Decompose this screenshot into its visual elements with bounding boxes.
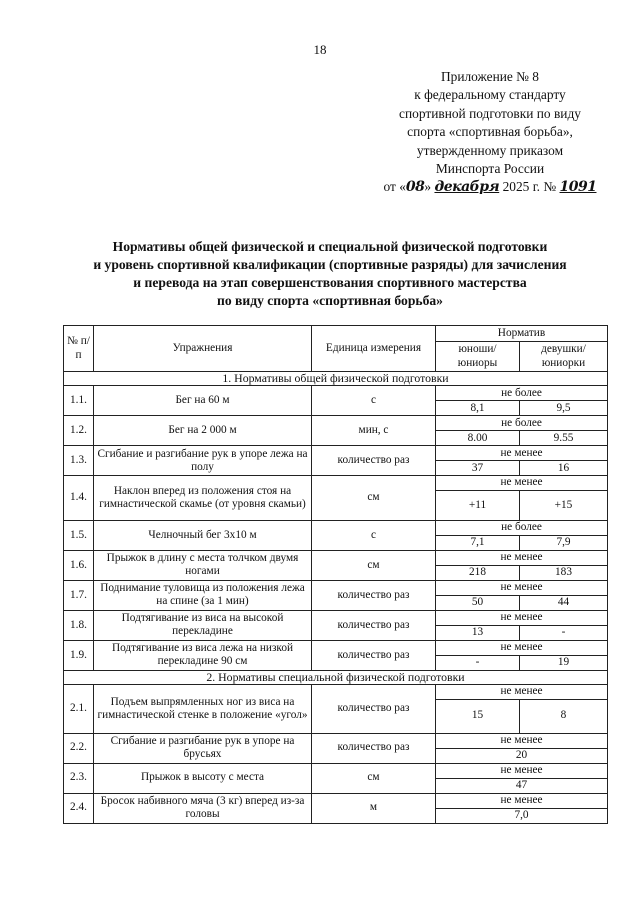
appendix-line: спорта «спортивная борьба»,: [407, 124, 573, 140]
table-row: [64, 416, 608, 431]
table-row: [64, 640, 608, 655]
table-row: [64, 733, 608, 748]
norm-value-boys: 50: [436, 595, 520, 610]
norm-value-girls: -: [520, 625, 608, 640]
norm-condition: не менее: [436, 733, 608, 748]
table-row: [64, 763, 608, 778]
table-body: [64, 372, 608, 824]
table-row: [64, 520, 608, 535]
norm-value-boys: -: [436, 655, 520, 670]
row-number: 1.9.: [64, 640, 94, 670]
exercise-name: Поднимание туловища из положения лежа на спине (за 1 мин): [94, 580, 312, 610]
exercise-name: Сгибание и разгибание рук в упоре на брусьях: [94, 733, 312, 763]
row-number: 1.2.: [64, 416, 94, 446]
row-number: 2.2.: [64, 733, 94, 763]
exercise-name: Подтягивание из виса на высокой перекладине: [94, 610, 312, 640]
norm-value-girls: 8: [520, 699, 608, 733]
title-line: Нормативы общей физической и специальной физической подготовки: [112, 239, 548, 254]
appendix-line: утвержденному приказом: [416, 142, 564, 158]
norms-table: [63, 325, 608, 824]
exercise-name: Бег на 2 000 м: [94, 416, 312, 446]
unit: количество раз: [312, 446, 436, 476]
norm-value-girls: 183: [520, 565, 608, 580]
title-line: и перевода на этап совершенствования спортивного мастерства: [133, 275, 527, 290]
unit: м: [312, 793, 436, 823]
header-unit: Единица измерения: [312, 326, 436, 372]
norm-condition: не менее: [436, 476, 608, 490]
table-row: [64, 550, 608, 565]
norm-value-girls: +15: [520, 490, 608, 520]
exercise-name: Подтягивание из виса лежа на низкой перекладине 90 см: [94, 640, 312, 670]
exercise-name: Бег на 60 м: [94, 386, 312, 416]
norm-condition: не более: [436, 520, 608, 535]
header-exercise: Упражнения: [94, 326, 312, 372]
date-day: 08: [405, 179, 425, 196]
norm-value-both: 47: [436, 778, 608, 793]
row-number: 1.4.: [64, 476, 94, 520]
norm-value-girls: 44: [520, 595, 608, 610]
norm-value-girls: 9.55: [520, 431, 608, 446]
norm-value-girls: 19: [520, 655, 608, 670]
section-title: 1. Нормативы общей физической подготовки: [64, 372, 608, 386]
appendix-line: спортивной подготовки по виду: [399, 105, 581, 121]
unit: количество раз: [312, 685, 436, 733]
norm-condition: не менее: [436, 763, 608, 778]
page-number: 18: [313, 42, 327, 57]
date-year: 2025 г. №: [502, 179, 557, 195]
appendix-block: [340, 68, 640, 197]
row-number: 1.3.: [64, 446, 94, 476]
unit: с: [312, 520, 436, 550]
norm-condition: не менее: [436, 580, 608, 595]
norm-value-boys: 7,1: [436, 535, 520, 550]
table-row: [64, 476, 608, 490]
unit: с: [312, 386, 436, 416]
norm-value-boys: 8.00: [436, 431, 520, 446]
date-prefix: от «: [383, 179, 406, 195]
exercise-name: Прыжок в длину с места толчком двумя ногами: [94, 550, 312, 580]
exercise-name: Подъем выпрямленных ног из виса на гимнастической стенке в положение «угол»: [94, 685, 312, 733]
norm-condition: не менее: [436, 550, 608, 565]
unit: количество раз: [312, 610, 436, 640]
date-mid: »: [424, 179, 432, 195]
header-girls: девушки/ юниорки: [520, 342, 608, 372]
header-boys: юноши/ юниоры: [436, 342, 520, 372]
row-number: 2.4.: [64, 793, 94, 823]
appendix-line: Приложение № 8: [440, 69, 540, 84]
header-norm: Норматив: [436, 326, 608, 342]
date-month: декабря: [434, 179, 500, 196]
table-row: [64, 685, 608, 699]
row-number: 2.1.: [64, 685, 94, 733]
exercise-name: Сгибание и разгибание рук в упоре лежа на полу: [94, 446, 312, 476]
norm-condition: не менее: [436, 446, 608, 461]
norm-value-both: 7,0: [436, 808, 608, 823]
unit: см: [312, 550, 436, 580]
norm-condition: не более: [436, 416, 608, 431]
order-number: 1091: [559, 179, 597, 196]
norm-condition: не менее: [436, 685, 608, 699]
title-line: и уровень спортивной квалификации (спортивные разряды) для зачисления: [93, 257, 567, 272]
section-title: 2. Нормативы специальной физической подготовки: [64, 670, 608, 684]
table-row: [64, 386, 608, 401]
norm-value-boys: 15: [436, 699, 520, 733]
norm-value-girls: 7,9: [520, 535, 608, 550]
norm-condition: не менее: [436, 610, 608, 625]
section-row: [64, 670, 608, 684]
order-date-line: [340, 178, 640, 196]
exercise-name: Челночный бег 3х10 м: [94, 520, 312, 550]
norm-value-boys: +11: [436, 490, 520, 520]
exercise-name: Наклон вперед из положения стоя на гимнастической скамье (от уровня скамьи): [94, 476, 312, 520]
norm-value-both: 20: [436, 748, 608, 763]
norm-condition: не менее: [436, 640, 608, 655]
norm-value-boys: 13: [436, 625, 520, 640]
norm-value-girls: 16: [520, 461, 608, 476]
unit: количество раз: [312, 733, 436, 763]
unit: мин, с: [312, 416, 436, 446]
unit: количество раз: [312, 580, 436, 610]
table-row: [64, 446, 608, 461]
row-number: 1.5.: [64, 520, 94, 550]
norm-value-girls: 9,5: [520, 401, 608, 416]
appendix-line: Минспорта России: [435, 161, 545, 177]
row-number: 1.1.: [64, 386, 94, 416]
row-number: 1.7.: [64, 580, 94, 610]
norm-value-boys: 37: [436, 461, 520, 476]
unit: количество раз: [312, 640, 436, 670]
exercise-name: Бросок набивного мяча (3 кг) вперед из-за головы: [94, 793, 312, 823]
exercise-name: Прыжок в высоту с места: [94, 763, 312, 793]
title-line: по виду спорта «спортивная борьба»: [217, 293, 443, 308]
norm-value-boys: 8,1: [436, 401, 520, 416]
norm-condition: не менее: [436, 793, 608, 808]
document-title: [40, 238, 620, 310]
table-row: [64, 610, 608, 625]
row-number: 1.6.: [64, 550, 94, 580]
row-number: 1.8.: [64, 610, 94, 640]
unit: см: [312, 476, 436, 520]
section-row: [64, 372, 608, 386]
unit: см: [312, 763, 436, 793]
appendix-line: к федеральному стандарту: [414, 87, 566, 103]
norm-condition: не более: [436, 386, 608, 401]
row-number: 2.3.: [64, 763, 94, 793]
header-num: № п/п: [64, 326, 94, 372]
norm-value-boys: 218: [436, 565, 520, 580]
table-row: [64, 580, 608, 595]
table-row: [64, 793, 608, 808]
